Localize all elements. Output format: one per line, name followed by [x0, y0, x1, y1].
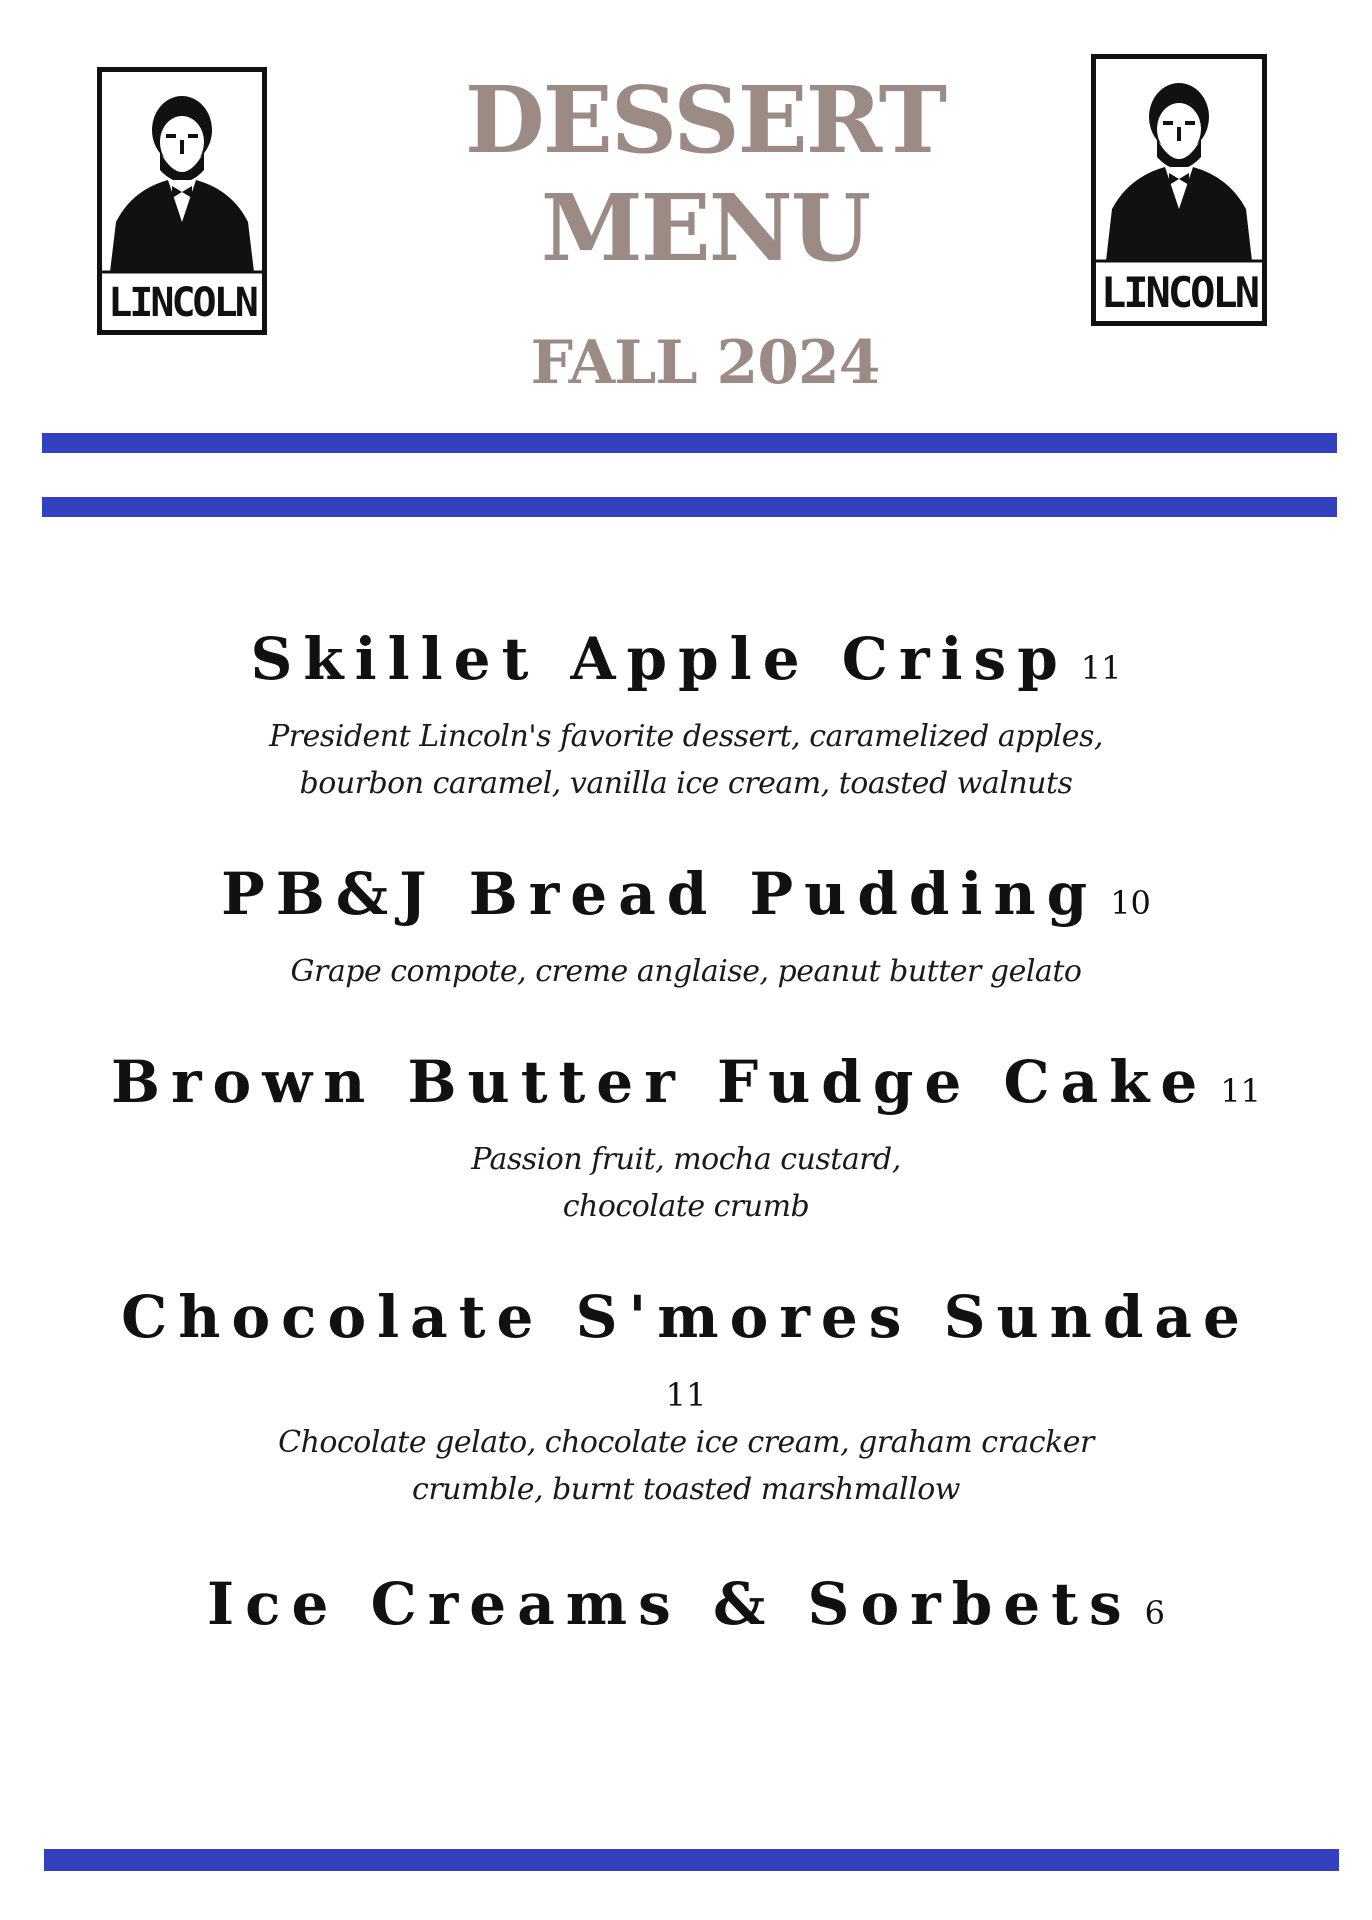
menu-item-name: Chocolate S'mores Sundae [121, 1283, 1251, 1351]
menu-item-description-line: President Lincoln's favorite dessert, caramelized apples, [269, 719, 1103, 754]
menu-item-price: 11 [1080, 649, 1122, 687]
menu-item-description-line: Passion fruit, mocha custard, [471, 1142, 901, 1177]
svg-text:LINCOLN: LINCOLN [1100, 268, 1258, 317]
lincoln-portrait-icon [1096, 59, 1262, 321]
menu-item-name: Skillet Apple Crisp [250, 625, 1069, 693]
divider-bottom [44, 1849, 1339, 1871]
menu-item-description-line: Grape compote, creme anglaise, peanut butter gelato [290, 954, 1082, 989]
menu-item-header [60, 620, 1312, 713]
lincoln-portrait-icon [102, 72, 262, 330]
menu-item-header [60, 855, 1312, 948]
menu-item-price: 10 [1110, 884, 1151, 922]
menu-item-description-line: crumble, burnt toasted marshmallow [412, 1472, 960, 1507]
menu-item-description-line: chocolate crumb [562, 1189, 810, 1224]
menu-item-price: 11 [1220, 1072, 1262, 1110]
menu-item-description-line: Chocolate gelato, chocolate ice cream, graham cracker [278, 1425, 1094, 1460]
menu-item [60, 620, 1312, 807]
menu-item [60, 855, 1312, 995]
menu-item-header [60, 1043, 1312, 1136]
menu-item-price: 11 [665, 1376, 707, 1414]
menu-item-header [60, 1278, 1312, 1371]
svg-text:LINCOLN: LINCOLN [108, 280, 256, 326]
menu-item-name: PB&J Bread Pudding [221, 860, 1099, 928]
menu-item-price: 6 [1144, 1594, 1165, 1632]
menu-item [60, 1565, 1312, 1658]
menu-item-name: Brown Butter Fudge Cake [110, 1048, 1209, 1116]
menu-item [60, 1278, 1312, 1513]
menu-item [60, 1043, 1312, 1230]
menu-title-line1: DESSERT [464, 66, 946, 174]
lincoln-logo-left [97, 67, 267, 335]
season-label: FALL 2024 [530, 328, 880, 398]
menu-item-header [60, 1565, 1312, 1658]
lincoln-logo-right [1091, 54, 1267, 326]
menu-title-line2: MENU [540, 174, 870, 282]
menu-item-description-line: bourbon caramel, vanilla ice cream, toasted walnuts [299, 766, 1073, 801]
menu-item-name: Ice Creams & Sorbets [207, 1570, 1133, 1638]
divider-top-1 [42, 433, 1337, 453]
divider-top-2 [42, 497, 1337, 517]
